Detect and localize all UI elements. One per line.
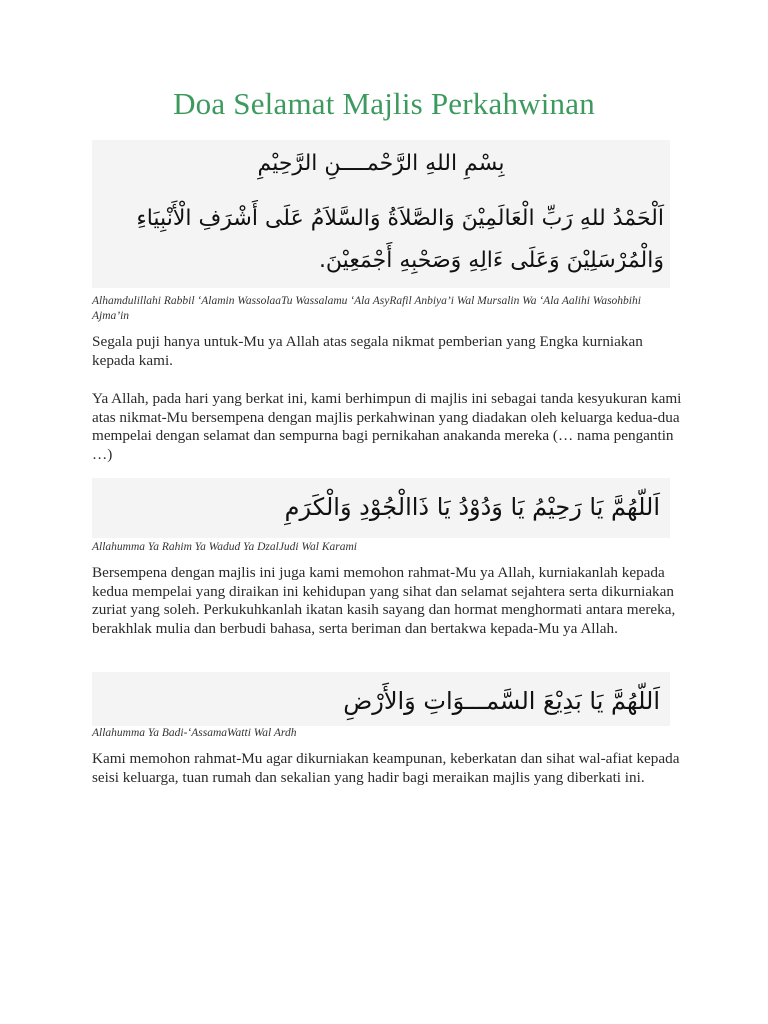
paragraph-3: Bersempena dengan majlis ini juga kami memohon rahmat-Mu ya Allah, kurniakanlah kepada kedua mempelai yang diraikan ini kehidupan yang sihat dan selamat sejahtera serta dikurniakan zuriat yang soleh. Perkukuhkanlah ikatan kasih sayang dan hormat menghormati antara mereka, berakhlak mulia dan berbudi bahasa, serta beriman dan bertakwa kepada-Mu ya Allah. <box>92 564 676 637</box>
paragraph-1: Segala puji hanya untuk-Mu ya Allah atas segala nikmat pemberian yang Engka kurniakan kepada kami. <box>92 333 643 369</box>
arabic-block-2 <box>92 478 670 538</box>
bismillah-text: بِسْمِ اللهِ الرَّحْمــــنِ الرَّحِيْمِ <box>257 151 505 176</box>
arabic-prayer-3: اَللّهُمَّ يَا بَدِيْعَ السَّمـــوَاتِ وَالأَرْضِ <box>343 687 660 715</box>
transliteration-3: Allahumma Ya Badi-‘AssamaWatti Wal Ardh <box>92 727 297 739</box>
paragraph-4: Kami memohon rahmat-Mu agar dikurniakan keampunan, keberkatan dan sihat wal-afiat kepada seisi keluarga, tuan rumah dan sekalian yang hadir bagi meraikan majlis yang diberkati ini. <box>92 750 680 786</box>
paragraph-2: Ya Allah, pada hari yang berkat ini, kami berhimpun di majlis ini sebagai tanda kesyukuran kami atas nikmat-Mu bersempena dengan majlis perkahwinan yang diadakan oleh keluarga kedua-dua mempelai dengan selamat dan sempurna bagi pernikahan anakanda mereka (… nama pengantin …) <box>92 390 682 463</box>
arabic-block-3 <box>92 672 670 726</box>
page-title: Doa Selamat Majlis Perkahwinan <box>173 86 595 121</box>
arabic-prayer-2: اَللّهُمَّ يَا رَحِيْمُ يَا وَدُوْدُ يَا ذَاالْجُوْدِ وَالْكَرَمِ <box>284 493 660 521</box>
hamdalah-text: اَلْحَمْدُ للهِ رَبِّ الْعَالَمِيْنَ وَالصَّلاَةُ وَالسَّلاَمُ عَلَى أَشْرَفِ الْأَنْبِيَاءِ وَالْمُرْسَلِيْنَ وَعَلَى ءَالِهِ وَصَحْبِهِ أَجْمَعِيْنَ. <box>136 206 664 273</box>
arabic-opening-block <box>92 140 670 288</box>
transliteration-2: Allahumma Ya Rahim Ya Wadud Ya DzalJudi Wal Karami <box>92 541 357 553</box>
transliteration-1: Alhamdulillahi Rabbil ‘Alamin WassolaaTu Wassalamu ‘Ala AsyRafil Anbiya’i Wal Mursalin Wa ‘Ala Aalihi Wasohbihi Ajma’in <box>92 295 641 322</box>
